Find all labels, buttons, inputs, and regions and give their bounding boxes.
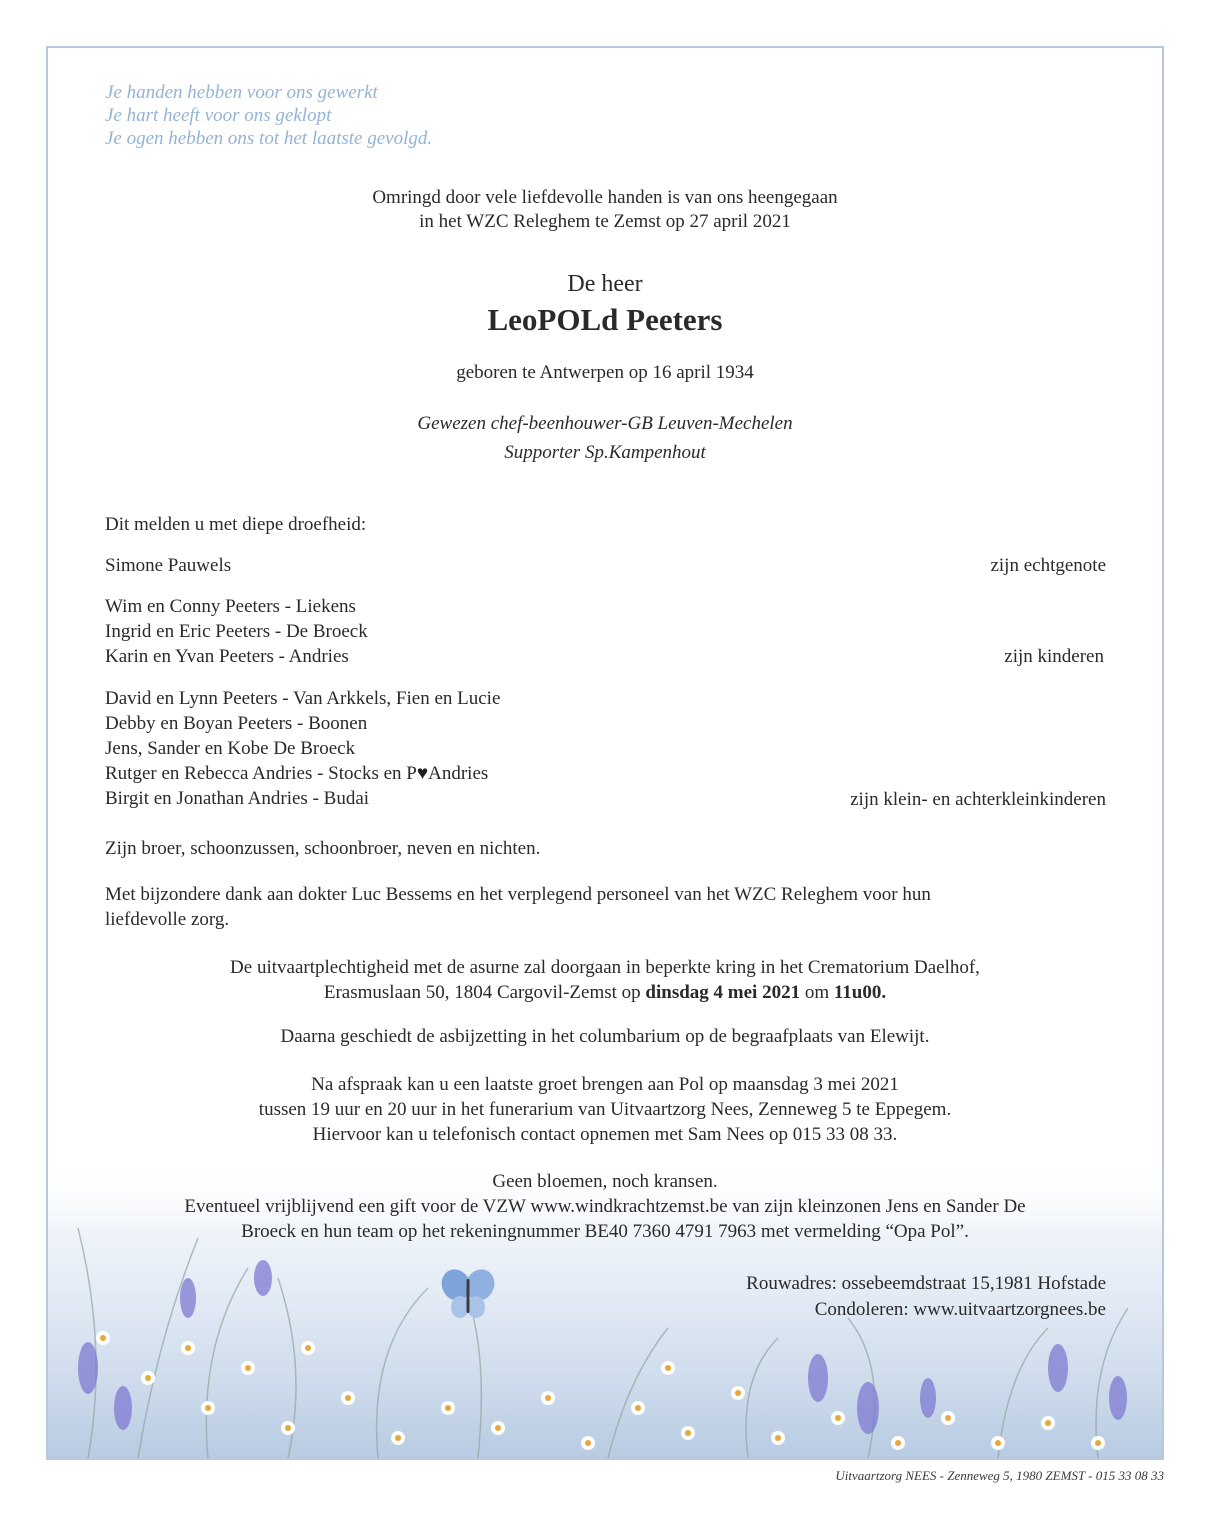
footer-credit: Uitvaartzorg NEES - Zenneweg 5, 1980 ZEMST - 015 33 08 33: [835, 1468, 1164, 1483]
ceremony-line: De uitvaartplechtigheid met de asurne zal doorgaan in beperkte kring in het Crematorium Daelhof,: [230, 957, 980, 978]
ceremony-text: Erasmuslaan 50, 1804 Cargovil-Zemst op: [323, 982, 646, 1003]
intro-line: in het WZC Releghem te Zemst op 27 april 2021: [419, 211, 791, 232]
deceased-name: LeoPOLd Peeters: [487, 302, 723, 337]
list-item-text: Rutger en Rebecca Andries - Stocks en P: [105, 763, 417, 784]
children-list: [105, 594, 368, 669]
visit-info: [48, 1072, 1162, 1147]
ceremony-text: om: [800, 982, 834, 1003]
gifts-line: Broeck en hun team op het rekeningnummer BE40 7360 4791 7963 met vermelding “Opa Pol”.: [241, 1221, 969, 1242]
birth-info: geboren te Antwerpen op 16 april 1934: [456, 362, 754, 383]
burial-info: Daarna geschiedt de asbijzetting in het columbarium op de begraafplaats van Elewijt.: [280, 1026, 930, 1047]
intro-line: Omringd door vele liefdevolle handen is van ons heengegaan: [372, 187, 838, 208]
list-item-text: Andries: [428, 763, 489, 784]
poem-line: Je handen hebben voor ons gewerkt: [105, 82, 378, 103]
children-relation: zijn kinderen: [1004, 646, 1104, 667]
ceremony-time: 11u00.: [833, 982, 887, 1003]
list-item: Ingrid en Eric Peeters - De Broeck: [105, 621, 368, 642]
death-notice-card: [46, 46, 1164, 1460]
list-item: Karin en Yvan Peeters - Andries: [105, 646, 349, 667]
visit-line: tussen 19 uur en 20 uur in het funerarium van Uitvaartzorg Nees, Zenneweg 5 te Eppegem.: [258, 1099, 952, 1120]
spouse-name: Simone Pauwels: [105, 555, 232, 576]
poem-line: Je hart heeft voor ons geklopt: [105, 105, 332, 126]
visit-line: Hiervoor kan u telefonisch contact opnemen met Sam Nees op 015 33 08 33.: [312, 1124, 898, 1145]
grandchildren-list: [105, 686, 500, 811]
poem-line: Je ogen hebben ons tot het laatste gevolgd.: [105, 128, 433, 149]
thanks-text: [105, 882, 931, 932]
list-item: Jens, Sander en Kobe De Broeck: [105, 738, 356, 759]
visit-line: Na afspraak kan u een laatste groet brengen aan Pol op maansdag 3 mei 2021: [311, 1074, 899, 1095]
thanks-line: Met bijzondere dank aan dokter Luc Bessems en het verplegend personeel van het WZC Releghem voor hun: [105, 884, 931, 905]
memorial-poem: [105, 81, 432, 150]
list-item: David en Lynn Peeters - Van Arkkels, Fien en Lucie: [105, 688, 501, 709]
role-line: Supporter Sp.Kampenhout: [504, 442, 706, 463]
roles: [48, 409, 1162, 467]
list-item: Wim en Conny Peeters - Liekens: [105, 596, 356, 617]
ceremony-line: [48, 980, 1162, 1005]
mourning-address: Rouwadres: ossebeemdstraat 15,1981 Hofstade: [746, 1273, 1106, 1294]
ceremony-date: dinsdag 4 mei 2021: [645, 982, 801, 1003]
announcement: Dit melden u met diepe droefheid:: [105, 514, 367, 535]
gifts-line: Eventueel vrijblijvend een gift voor de VZW www.windkrachtzemst.be van zijn kleinzonen Jens en Sander De: [184, 1196, 1026, 1217]
list-item: [105, 761, 500, 786]
role-line: Gewezen chef-beenhouwer-GB Leuven-Mechelen: [417, 413, 793, 434]
siblings-text: Zijn broer, schoonzussen, schoonbroer, neven en nichten.: [105, 838, 541, 859]
thanks-line: liefdevolle zorg.: [105, 909, 230, 930]
ceremony-info: [48, 955, 1162, 1005]
list-item: Birgit en Jonathan Andries - Budai: [105, 788, 370, 809]
list-item: Debby en Boyan Peeters - Boonen: [105, 713, 368, 734]
condolences-link[interactable]: Condoleren: www.uitvaartzorgnees.be: [814, 1299, 1106, 1320]
spouse-relation: zijn echtgenote: [990, 555, 1106, 576]
gifts-line: Geen bloemen, noch kransen.: [492, 1171, 718, 1192]
salutation: De heer: [567, 271, 643, 297]
heart-icon: ♥: [416, 763, 429, 784]
gifts-info: [48, 1169, 1162, 1244]
grandchildren-relation: zijn klein- en achterkleinkinderen: [850, 789, 1106, 810]
intro-text: [48, 186, 1162, 234]
